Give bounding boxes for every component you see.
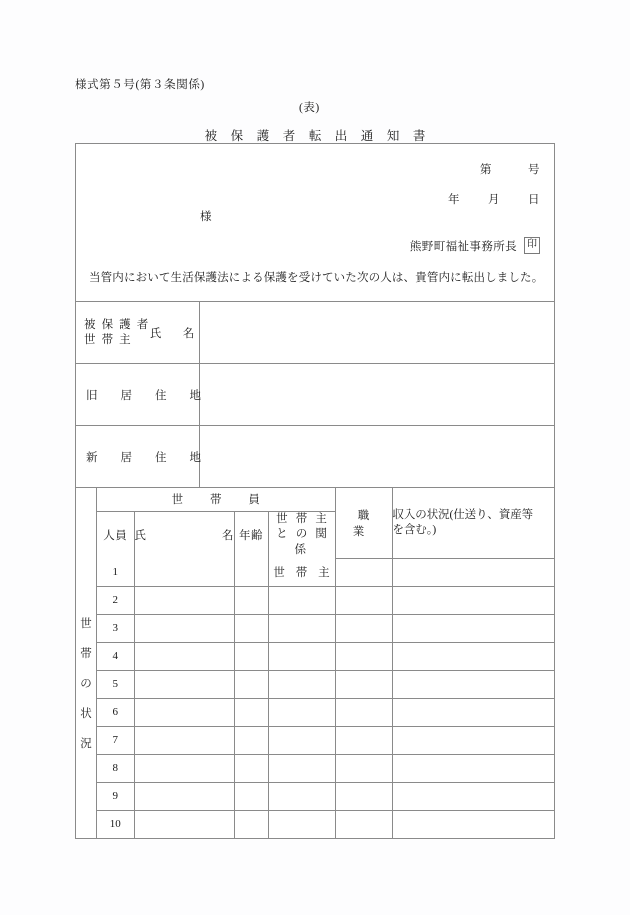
row-7-no: 7	[97, 726, 134, 754]
addressee-suffix: 様	[200, 211, 212, 223]
notice-body-text: 当管内において生活保護法による保護を受けていた次の人は、貴管内に転出しました。	[89, 272, 544, 284]
header-block	[76, 144, 554, 301]
row-old-address-label	[76, 364, 200, 425]
table-row	[97, 810, 554, 838]
row-5-name[interactable]	[134, 670, 234, 698]
row-1-name[interactable]	[134, 558, 234, 586]
row-8-relation[interactable]	[268, 754, 335, 782]
row-2-income[interactable]	[392, 586, 554, 614]
household-rows-body	[97, 558, 554, 838]
row-3-occupation[interactable]	[335, 614, 392, 642]
row-7-occupation[interactable]	[335, 726, 392, 754]
row-8-name[interactable]	[134, 754, 234, 782]
vlabel-char-1: 帯	[80, 648, 92, 661]
row-5-age[interactable]	[234, 670, 268, 698]
header-person-no: 人員	[97, 511, 134, 558]
side-marker: (表)	[299, 102, 320, 114]
row-3-relation[interactable]	[268, 614, 335, 642]
date-year-label: 年	[448, 194, 460, 206]
row-9-name[interactable]	[134, 782, 234, 810]
issuer-name: 熊野町福祉事務所長	[409, 240, 517, 253]
row-7-income[interactable]	[392, 726, 554, 754]
row-7-relation[interactable]	[268, 726, 335, 754]
row-3-no: 3	[97, 614, 134, 642]
row-5-occupation[interactable]	[335, 670, 392, 698]
row-8-no: 8	[97, 754, 134, 782]
table-row	[97, 670, 554, 698]
header-relation-line1: 世 帯 主	[276, 512, 330, 525]
table-header-group-row	[97, 488, 554, 511]
row-3-income[interactable]	[392, 614, 554, 642]
row-7-age[interactable]	[234, 726, 268, 754]
row-5-no: 5	[97, 670, 134, 698]
row-householder-name	[76, 301, 554, 363]
row-1-income[interactable]	[392, 558, 554, 586]
household-status-vertical-label	[76, 488, 97, 838]
row-10-age[interactable]	[234, 810, 268, 838]
issuer-line	[410, 237, 540, 254]
row-2-occupation[interactable]	[335, 586, 392, 614]
row-8-occupation[interactable]	[335, 754, 392, 782]
table-row	[97, 642, 554, 670]
household-section	[76, 487, 554, 838]
row-1-relation: 世 帯 主	[268, 558, 335, 586]
row-6-occupation[interactable]	[335, 698, 392, 726]
row-6-income[interactable]	[392, 698, 554, 726]
header-age: 年齢	[234, 511, 268, 558]
row-6-name[interactable]	[134, 698, 234, 726]
row-2-name[interactable]	[134, 586, 234, 614]
form-frame	[75, 143, 555, 839]
row-2-no: 2	[97, 586, 134, 614]
vlabel-char-2: の	[80, 678, 92, 691]
row-10-occupation[interactable]	[335, 810, 392, 838]
row-householder-name-label	[76, 302, 200, 363]
vlabel-char-3: 状	[80, 707, 92, 720]
row-4-relation[interactable]	[268, 642, 335, 670]
row-6-no: 6	[97, 698, 134, 726]
row-new-address-label	[76, 426, 200, 487]
table-row	[97, 614, 554, 642]
row-4-occupation[interactable]	[335, 642, 392, 670]
header-household-members-group: 世 帯 員	[97, 488, 335, 511]
row-7-name[interactable]	[134, 726, 234, 754]
row-9-relation[interactable]	[268, 782, 335, 810]
old-address-field[interactable]	[200, 364, 554, 425]
header-income-line2: を含む。)	[392, 523, 437, 536]
row-9-occupation[interactable]	[335, 782, 392, 810]
row-4-no: 4	[97, 642, 134, 670]
table-row	[97, 558, 554, 586]
header-name-left: 氏	[134, 529, 146, 542]
new-address-label: 新 居 住 地	[86, 451, 201, 464]
seal-stamp-icon: 印	[524, 237, 540, 254]
row-1-no: 1	[97, 558, 134, 586]
document-number-unit: 号	[528, 164, 540, 176]
header-name	[134, 511, 234, 558]
table-row	[97, 698, 554, 726]
row-5-relation[interactable]	[268, 670, 335, 698]
document-number-line	[480, 161, 540, 177]
date-day-label: 日	[528, 194, 540, 206]
row-4-name[interactable]	[134, 642, 234, 670]
row-8-income[interactable]	[392, 754, 554, 782]
row-4-income[interactable]	[392, 642, 554, 670]
document-date-line	[448, 191, 540, 207]
header-income	[392, 488, 554, 558]
old-address-label: 旧 居 住 地	[86, 389, 201, 402]
row-10-income[interactable]	[392, 810, 554, 838]
row-3-name[interactable]	[134, 614, 234, 642]
row-6-age[interactable]	[234, 698, 268, 726]
row-1-occupation[interactable]	[335, 558, 392, 586]
row-3-age[interactable]	[234, 614, 268, 642]
row-10-no: 10	[97, 810, 134, 838]
table-row	[97, 754, 554, 782]
header-income-line1: 収入の状況(仕送り、資産等	[392, 508, 534, 521]
householder-name-field[interactable]	[200, 302, 554, 363]
table-row	[97, 586, 554, 614]
page-title: 被 保 護 者 転 出 通 知 書	[204, 129, 431, 143]
vlabel-char-4: 況	[80, 737, 92, 750]
vlabel-char-0: 世	[80, 618, 92, 631]
row-10-name[interactable]	[134, 810, 234, 838]
row-9-age[interactable]	[234, 782, 268, 810]
header-name-right: 名	[222, 529, 234, 542]
header-relation-line2: と の 関 係	[276, 528, 330, 556]
row-9-income[interactable]	[392, 782, 554, 810]
row-2-age[interactable]	[234, 586, 268, 614]
date-month-label: 月	[488, 194, 500, 206]
new-address-field[interactable]	[200, 426, 554, 487]
row-2-relation[interactable]	[268, 586, 335, 614]
table-row	[97, 782, 554, 810]
row-10-relation[interactable]	[268, 810, 335, 838]
row-8-age[interactable]	[234, 754, 268, 782]
form-number: 様式第５号(第３条関係)	[75, 79, 205, 91]
household-members-table	[97, 488, 554, 838]
header-occupation: 職 業	[335, 488, 392, 558]
householder-label-line2: 世 帯 主	[84, 333, 133, 346]
table-row	[97, 726, 554, 754]
document-number-label: 第	[480, 164, 492, 176]
row-6-relation[interactable]	[268, 698, 335, 726]
householder-label-line1: 被 保 護 者	[84, 318, 150, 331]
row-9-no: 9	[97, 782, 134, 810]
row-old-address	[76, 363, 554, 425]
row-new-address	[76, 425, 554, 487]
header-relation	[268, 511, 335, 558]
row-4-age[interactable]	[234, 642, 268, 670]
householder-name-label: 氏 名	[149, 327, 200, 340]
row-5-income[interactable]	[392, 670, 554, 698]
row-1-age[interactable]	[234, 558, 268, 586]
